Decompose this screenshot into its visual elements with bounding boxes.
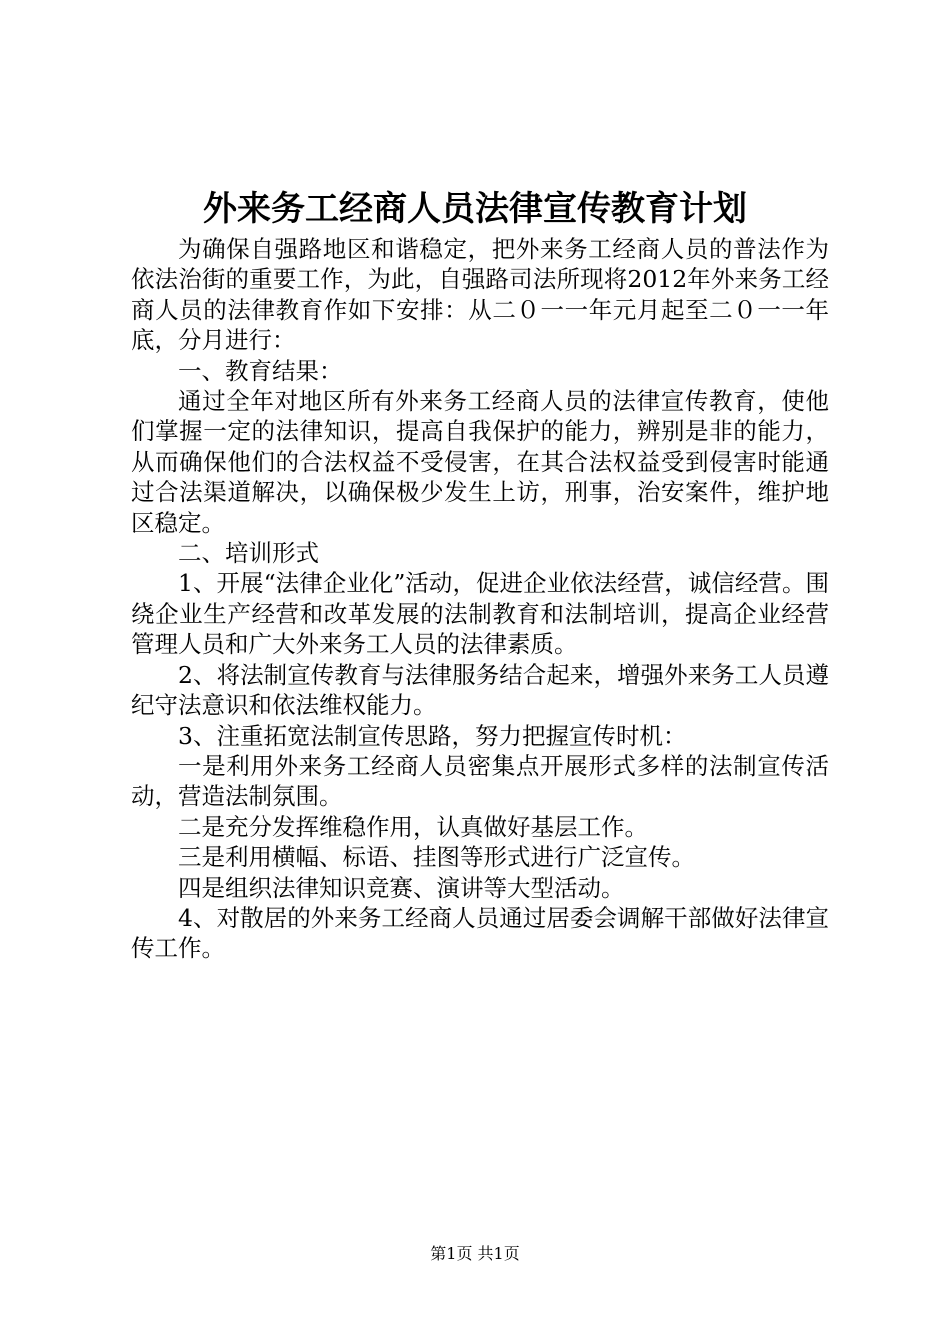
paragraph-item-3-sub-1: 一是利用外来务工经商人员密集点开展形式多样的法制宣传活动，营造法制氛围。 xyxy=(131,751,829,811)
document-title: 外来务工经商人员法律宣传教育计划 xyxy=(203,189,747,229)
document-body xyxy=(131,234,829,964)
paragraph-item-3-sub-3: 三是利用横幅、标语、挂图等形式进行广泛宣传。 xyxy=(178,843,695,872)
paragraph-item-2: 2、将法制宣传教育与法律服务结合起来，增强外来务工人员遵纪守法意识和依法维权能力。 xyxy=(131,660,829,720)
paragraph-item-3-sub-4: 四是组织法律知识竞赛、演讲等大型活动。 xyxy=(178,873,625,902)
section-heading-education-results: 一、教育结果： xyxy=(178,356,343,385)
page-number-footer: 第1页 共1页 xyxy=(430,1244,520,1263)
paragraph-intro: 为确保自强路地区和谐稳定，把外来务工经商人员的普法作为依法治街的重要工作，为此，自强路司法所现将2012年外来务工经商人员的法律教育作如下安排：从二０一一年元月起至二０一一年底，分月进行： xyxy=(131,235,829,355)
paragraph-item-1: 1、开展“法律企业化”活动，促进企业依法经营，诚信经营。围绕企业生产经营和改革发展的法制教育和法制培训，提高企业经营管理人员和广大外来务工人员的法律素质。 xyxy=(131,569,829,659)
paragraph-item-3-sub-2: 二是充分发挥维稳作用，认真做好基层工作。 xyxy=(178,812,648,841)
paragraph-item-4: 4、对散居的外来务工经商人员通过居委会调解干部做好法律宣传工作。 xyxy=(131,903,829,963)
paragraph-item-3: 3、注重拓宽法制宣传思路，努力把握宣传时机： xyxy=(178,721,687,750)
section-heading-training-form: 二、培训形式 xyxy=(178,539,319,568)
paragraph-education-results: 通过全年对地区所有外来务工经商人员的法律宣传教育，使他们掌握一定的法律知识，提高自我保护的能力，辨别是非的能力，从而确保他们的合法权益不受侵害，在其合法权益受到侵害时能通过合法渠道解决，以确保极少发生上访，刑事，治安案件，维护地区稳定。 xyxy=(131,387,829,537)
